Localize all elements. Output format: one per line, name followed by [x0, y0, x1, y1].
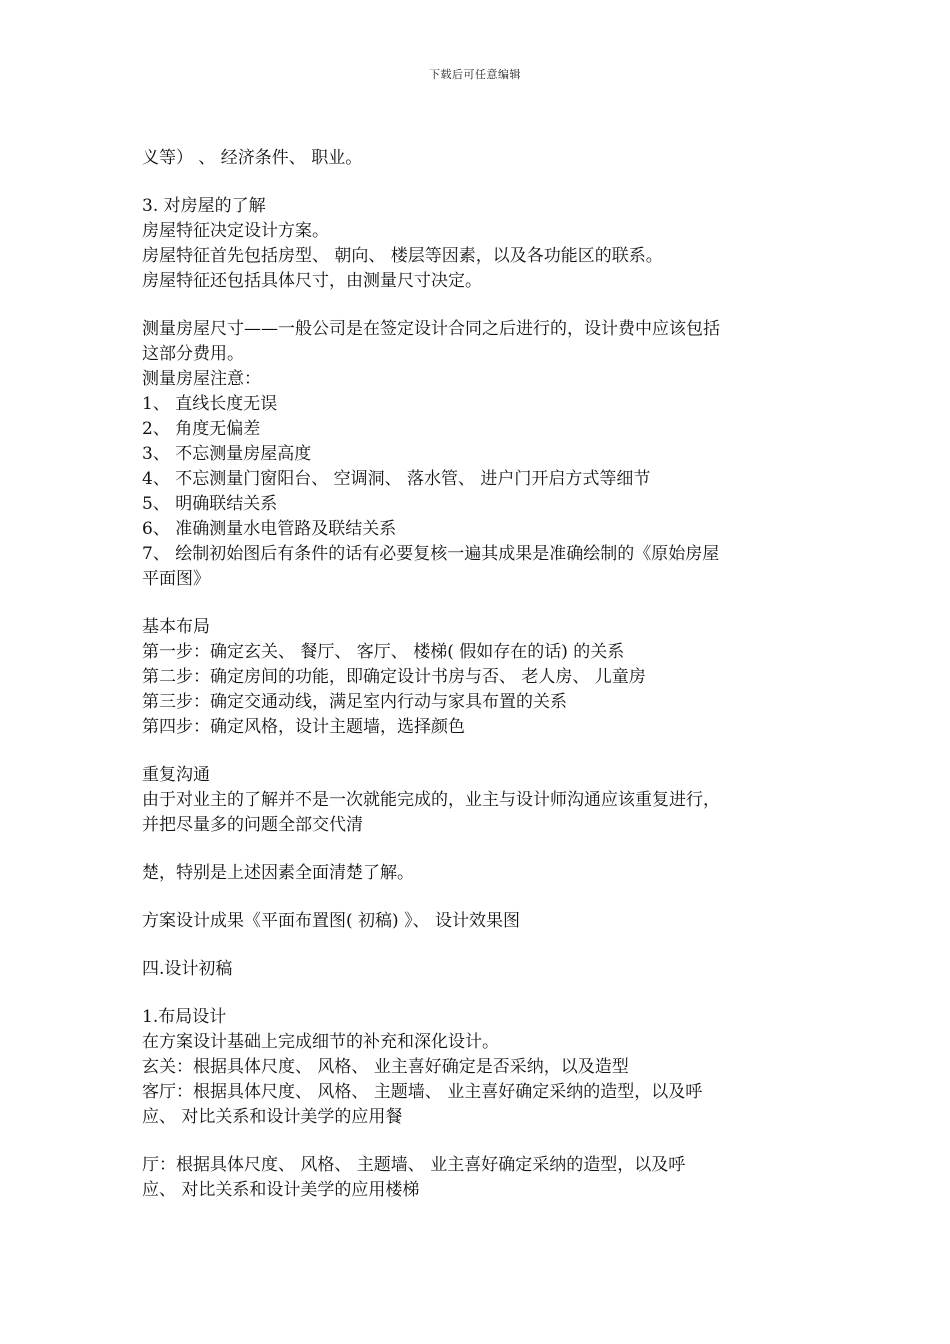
text-line: 测量房屋尺寸——一般公司是在签定设计合同之后进行的，设计费中应该包括 [142, 319, 720, 339]
text-line: 在方案设计基础上完成细节的补充和深化设计。 [142, 1032, 499, 1052]
text-line: 玄关：根据具体尺度、 风格、 业主喜好确定是否采纳，以及造型 [142, 1057, 629, 1077]
text-line: 测量房屋注意： [142, 369, 261, 389]
paragraph-spacer [142, 171, 822, 194]
text-line: 重复沟通 [142, 765, 210, 785]
text-line: 由于对业主的了解并不是一次就能完成的，业主与设计师沟通应该重复进行， [142, 790, 720, 810]
text-line: 基本布局 [142, 617, 210, 637]
document-body [142, 146, 822, 1203]
text-line: 7、 绘制初始图后有条件的话有必要复核一遍其成果是准确绘制的《原始房屋 [142, 544, 720, 564]
paragraph-spacer [142, 886, 822, 909]
text-line: 2、 角度无偏差 [142, 419, 261, 439]
text-line: 第一步：确定玄关、 餐厅、 客厅、 楼梯( 假如存在的话) 的关系 [142, 642, 625, 662]
text-line: 1.布局设计 [142, 1007, 227, 1027]
text-line: 6、 准确测量水电管路及联结关系 [142, 519, 397, 539]
text-line: 应、 对比关系和设计美学的应用楼梯 [142, 1180, 420, 1200]
text-line: 应、 对比关系和设计美学的应用餐 [142, 1107, 403, 1127]
text-line: 房屋特征还包括具体尺寸，由测量尺寸决定。 [142, 271, 482, 291]
text-line: 这部分费用。 [142, 344, 244, 364]
paragraph-spacer [142, 838, 822, 861]
text-line: 4、 不忘测量门窗阳台、 空调洞、 落水管、 进户门开启方式等细节 [142, 469, 651, 489]
text-line: 厅：根据具体尺度、 风格、 主题墙、 业主喜好确定采纳的造型，以及呼 [142, 1155, 686, 1175]
text-line: 第四步：确定风格，设计主题墙，选择颜色 [142, 717, 465, 737]
text-line: 第三步：确定交通动线，满足室内行动与家具布置的关系 [142, 692, 567, 712]
text-line: 1、 直线长度无误 [142, 394, 278, 414]
paragraph-spacer [142, 294, 822, 317]
text-line: 四.设计初稿 [142, 959, 233, 979]
paragraph-spacer [142, 982, 822, 1005]
text-line: 客厅：根据具体尺度、 风格、 主题墙、 业主喜好确定采纳的造型，以及呼 [142, 1082, 703, 1102]
paragraph-spacer [142, 934, 822, 957]
text-line: 楚，特别是上述因素全面清楚了解。 [142, 863, 414, 883]
text-line: 方案设计成果《平面布置图( 初稿) 》、 设计效果图 [142, 911, 520, 931]
text-line: 房屋特征首先包括房型、 朝向、 楼层等因素，以及各功能区的联系。 [142, 246, 663, 266]
text-line: 第二步：确定房间的功能，即确定设计书房与否、 老人房、 儿童房 [142, 667, 646, 687]
text-line: 3. 对房屋的了解 [142, 196, 266, 216]
text-line: 3、 不忘测量房屋高度 [142, 444, 312, 464]
paragraph-spacer [142, 1130, 822, 1153]
text-line: 并把尽量多的问题全部交代清 [142, 815, 363, 835]
text-line: 5、 明确联结关系 [142, 494, 278, 514]
page-header: 下载后可任意编辑 [429, 68, 521, 81]
text-line: 房屋特征决定设计方案。 [142, 221, 329, 241]
text-line: 义等） 、 经济条件、 职业。 [142, 148, 363, 168]
paragraph-spacer [142, 592, 822, 615]
text-line: 平面图》 [142, 569, 210, 589]
paragraph-spacer [142, 740, 822, 763]
